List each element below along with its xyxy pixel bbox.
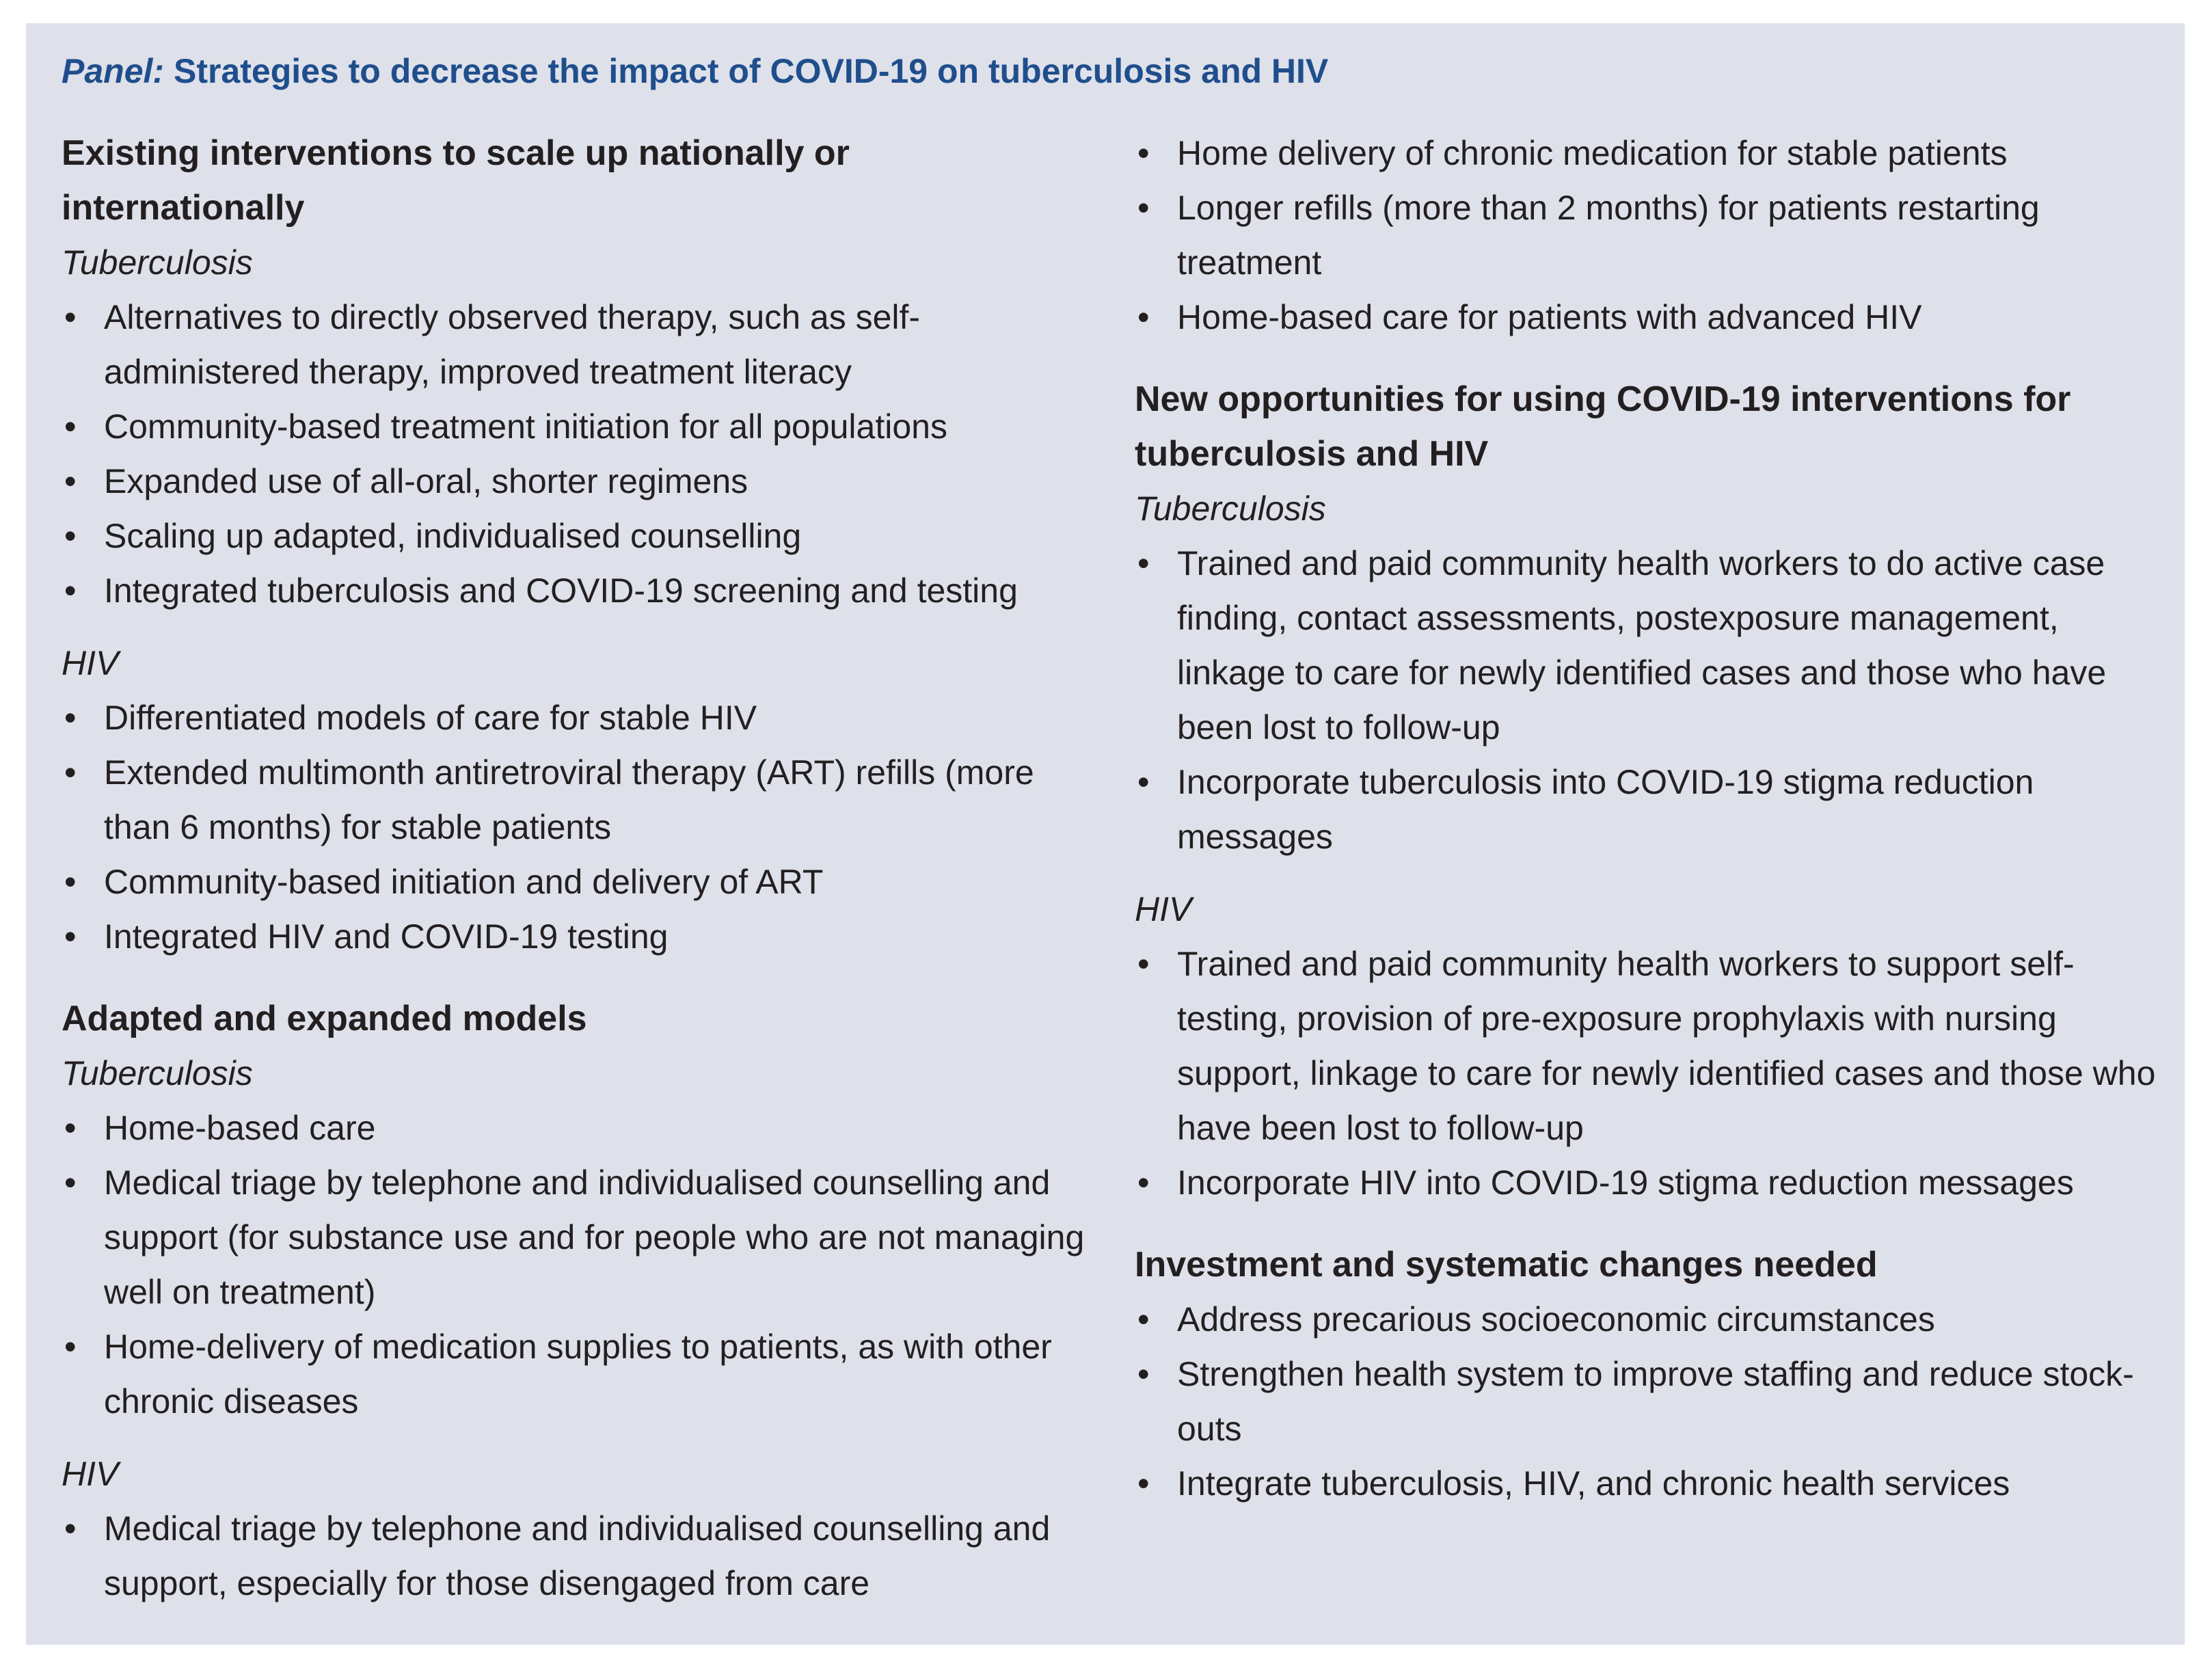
list-item: • Extended multimonth antiretroviral therapy (ART) refills (more than 6 months) for stable patients — [62, 745, 1087, 855]
panel-title — [62, 44, 1328, 98]
panel-box — [26, 23, 2185, 1645]
right-column — [1135, 126, 2174, 1511]
list-item: • Integrate tuberculosis, HIV, and chronic health services — [1135, 1456, 2174, 1511]
list-item: • Trained and paid community health workers to do active case finding, contact assessments, postexposure management, linkage to care for newly identified cases and those who have been lost to follow-up — [1135, 536, 2174, 755]
section-heading-adapted: Adapted and expanded models — [62, 999, 587, 1038]
subhead-new-hiv: HIV — [1135, 890, 1192, 928]
list-adapted-tuberculosis — [62, 1101, 1087, 1429]
subhead-existing-hiv: HIV — [62, 644, 119, 682]
list-item: • Home-based care — [62, 1101, 1087, 1155]
list-item: • Home delivery of chronic medication for stable patients — [1135, 126, 2174, 180]
list-item: • Home-delivery of medication supplies to patients, as with other chronic diseases — [62, 1319, 1087, 1429]
list-item: • Medical triage by telephone and individualised counselling and support, especially for those disengaged from care — [62, 1501, 1087, 1611]
list-existing-tuberculosis — [62, 290, 1087, 618]
list-item: • Trained and paid community health workers to support self-testing, provision of pre-exposure prophylaxis with nursing support, linkage to care for newly identified cases and those who have been lost to follow-up — [1135, 937, 2174, 1155]
list-item: • Scaling up adapted, individualised counselling — [62, 509, 1087, 563]
list-existing-hiv — [62, 690, 1087, 964]
list-item: • Community-based initiation and delivery of ART — [62, 855, 1087, 909]
subhead-adapted-tuberculosis: Tuberculosis — [62, 1054, 253, 1092]
list-item: • Integrated HIV and COVID-19 testing — [62, 909, 1087, 964]
left-column — [62, 126, 1087, 1611]
list-item: • Expanded use of all-oral, shorter regimens — [62, 454, 1087, 509]
section-heading-investment: Investment and systematic changes needed — [1135, 1245, 1878, 1284]
list-item: • Community-based treatment initiation for all populations — [62, 399, 1087, 454]
list-item: • Strengthen health system to improve staffing and reduce stock-outs — [1135, 1347, 2174, 1456]
section-heading-existing: Existing interventions to scale up nationally or internationally — [62, 133, 850, 228]
list-item: • Home-based care for patients with advanced HIV — [1135, 290, 2174, 345]
list-new-tuberculosis — [1135, 536, 2174, 864]
subhead-existing-tuberculosis: Tuberculosis — [62, 243, 253, 282]
list-item: • Longer refills (more than 2 months) for patients restarting treatment — [1135, 180, 2174, 290]
list-item: • Address precarious socioeconomic circumstances — [1135, 1292, 2174, 1347]
list-new-hiv — [1135, 937, 2174, 1210]
subhead-new-tuberculosis: Tuberculosis — [1135, 489, 1326, 528]
list-item: • Incorporate tuberculosis into COVID-19 stigma reduction messages — [1135, 755, 2174, 864]
list-item: • Alternatives to directly observed therapy, such as self-administered therapy, improved treatment literacy — [62, 290, 1087, 399]
list-item: • Integrated tuberculosis and COVID-19 screening and testing — [62, 563, 1087, 618]
panel-label: Panel: — [62, 52, 165, 90]
list-adapted-hiv-part1 — [62, 1501, 1087, 1611]
list-item: • Medical triage by telephone and individualised counselling and support (for substance use and for people who are not managing well on treatment) — [62, 1155, 1087, 1319]
section-heading-new-opportunities: New opportunities for using COVID-19 interventions for tuberculosis and HIV — [1135, 379, 2071, 474]
list-item: • Differentiated models of care for stable HIV — [62, 690, 1087, 745]
list-item: • Incorporate HIV into COVID-19 stigma reduction messages — [1135, 1155, 2174, 1210]
panel-title-text: Strategies to decrease the impact of COVID-19 on tuberculosis and HIV — [173, 52, 1329, 90]
list-investment — [1135, 1292, 2174, 1511]
list-adapted-hiv-part2 — [1135, 126, 2174, 345]
subhead-adapted-hiv: HIV — [62, 1455, 119, 1493]
